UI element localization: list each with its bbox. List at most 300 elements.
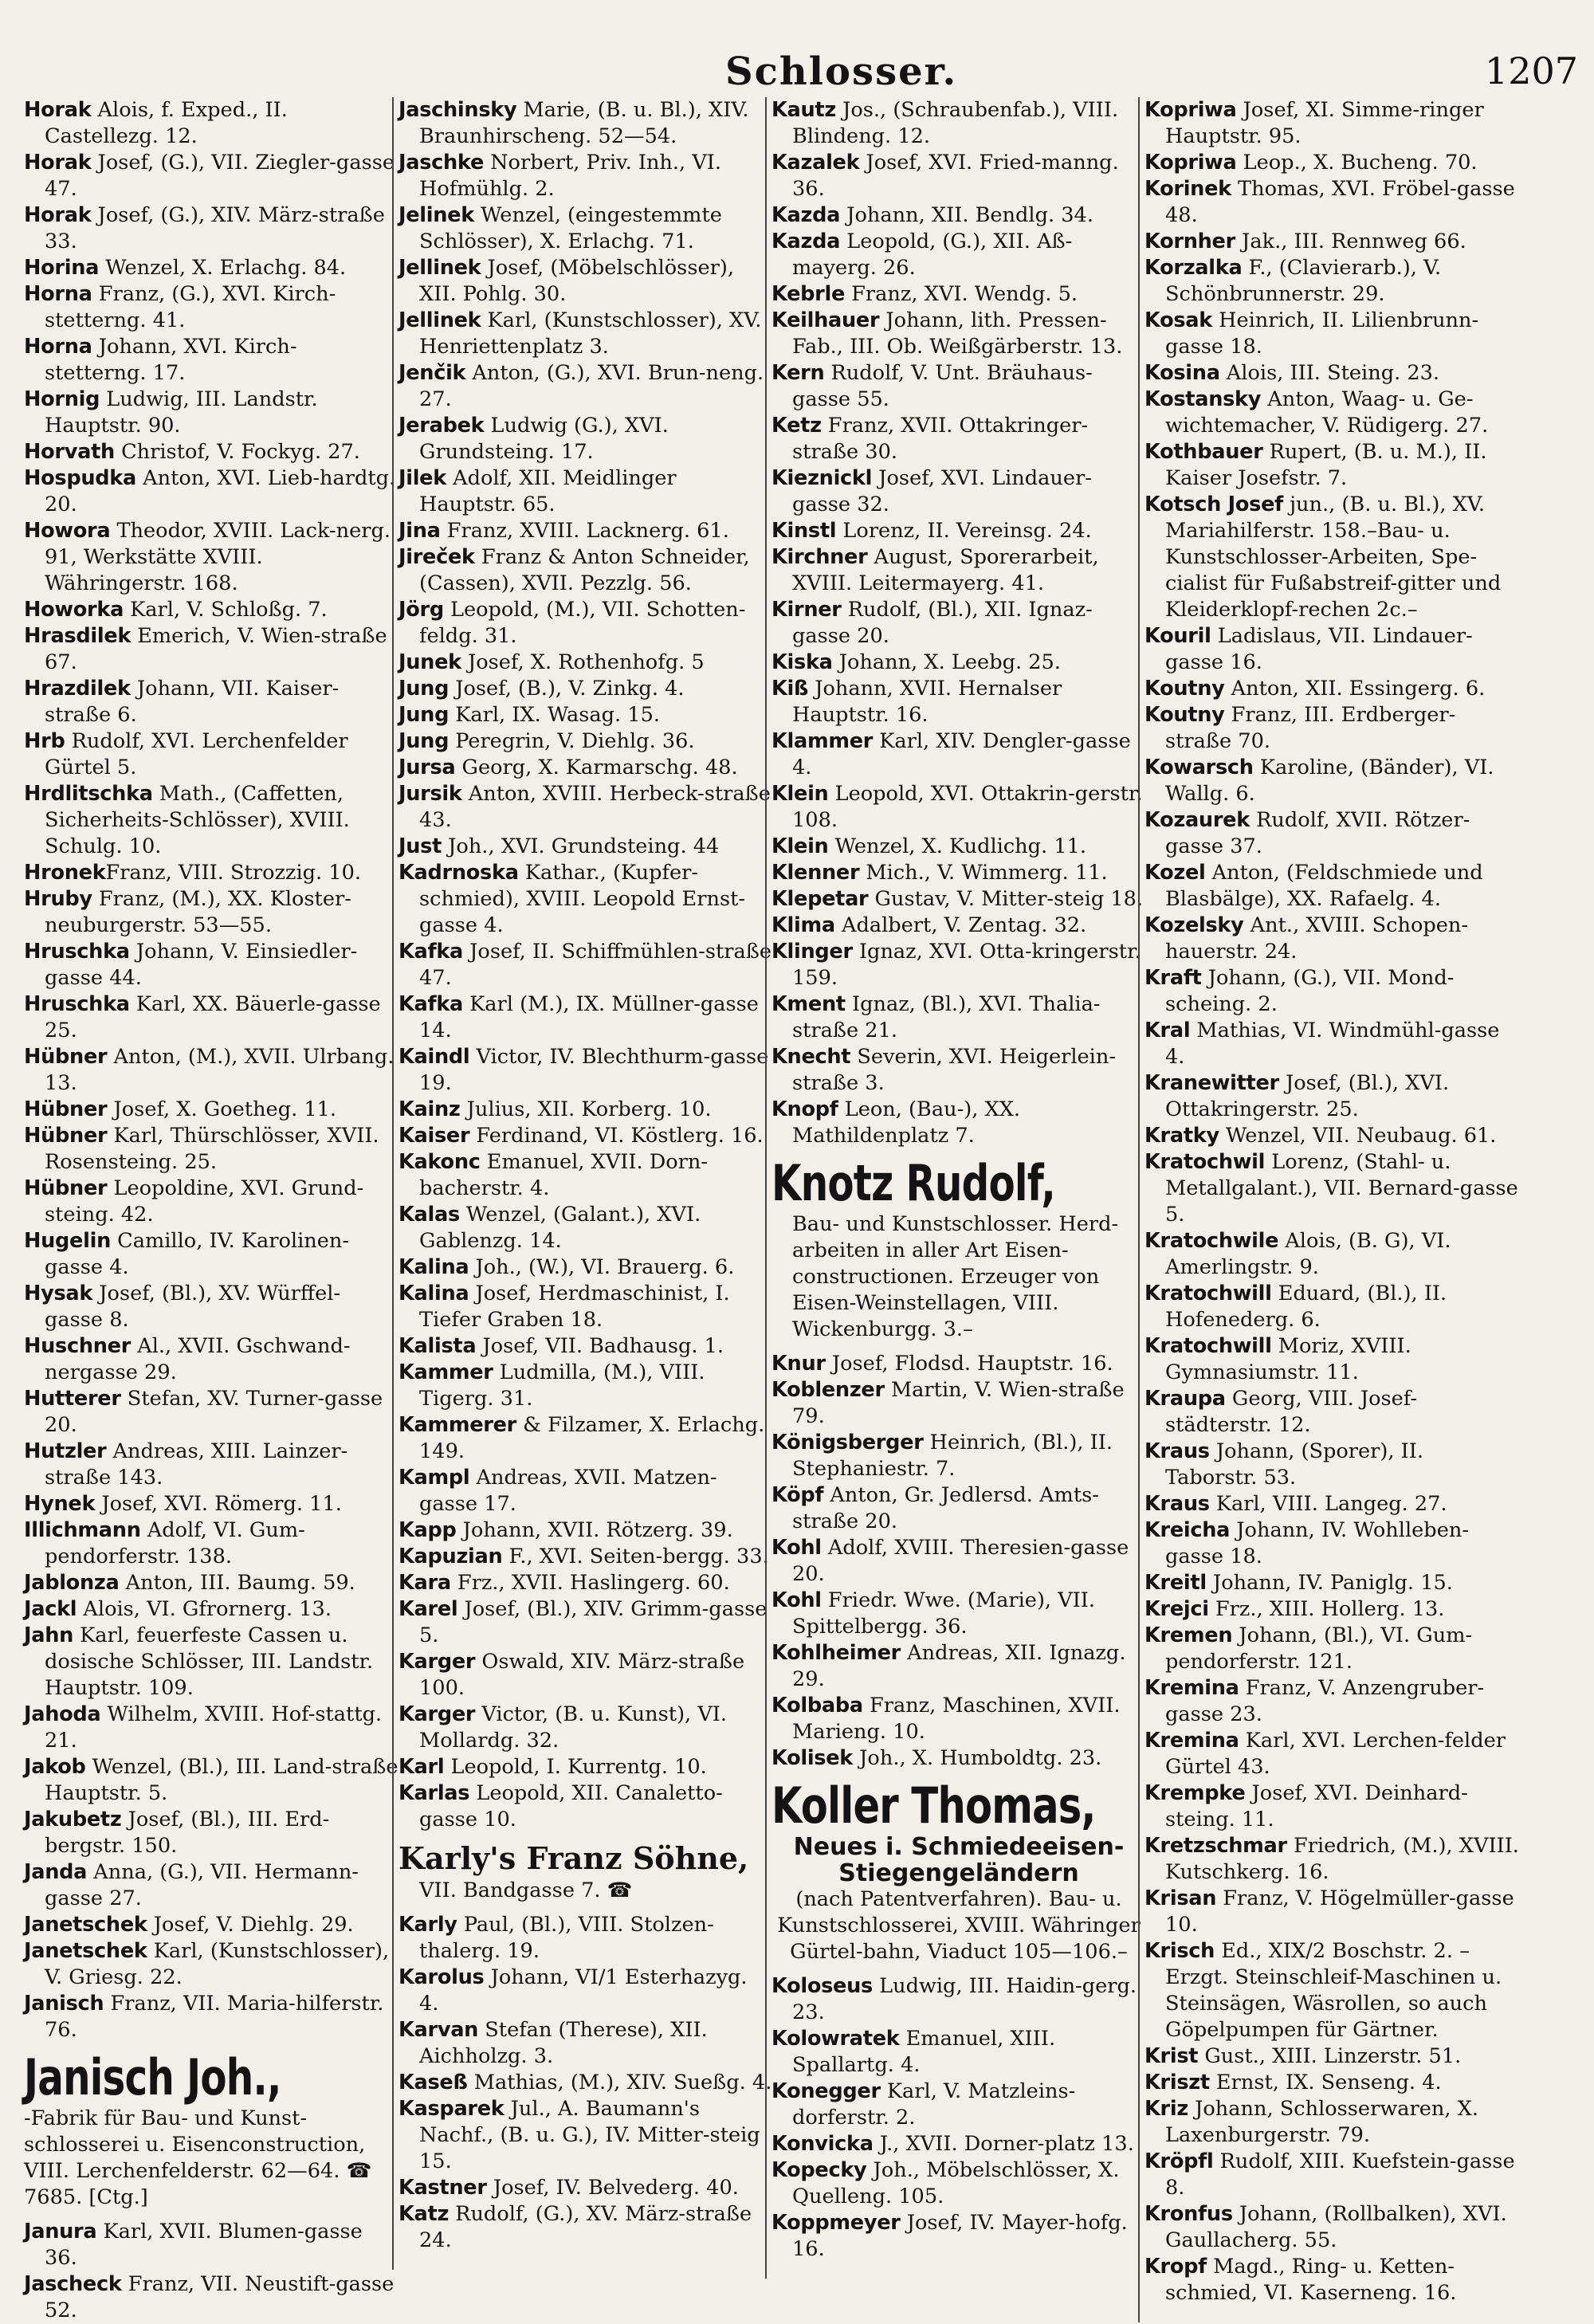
entry-details: Mich., V. Wimmerg. 11. bbox=[859, 861, 1108, 885]
directory-entry bbox=[1144, 1386, 1519, 1439]
directory-entry bbox=[1144, 2070, 1519, 2096]
entry-surname: Karly bbox=[398, 1913, 457, 1937]
directory-entry bbox=[1144, 860, 1519, 913]
directory-entry bbox=[771, 281, 1146, 308]
entry-surname: Hübner bbox=[24, 1097, 108, 1121]
directory-entry bbox=[398, 544, 773, 597]
advertisement-koller bbox=[771, 1778, 1146, 1965]
entry-surname: Kranewitter bbox=[1144, 1071, 1279, 1095]
entry-surname: Kröpfl bbox=[1144, 2149, 1214, 2173]
entry-surname: Karel bbox=[398, 1597, 458, 1621]
entry-surname: Klenner bbox=[771, 861, 860, 885]
entry-details: Jul., A. Baumann's Nachf., (B. u. G.), IV. Mitter-steig 15. bbox=[419, 2097, 760, 2173]
directory-entry bbox=[398, 2096, 773, 2175]
directory-entry bbox=[398, 202, 773, 255]
entry-surname: Hübner bbox=[24, 1045, 108, 1069]
entry-details: Josef, (Bl.), III. Erd-bergstr. 150. bbox=[45, 1808, 330, 1858]
entry-details: Friedrich, (M.), XVIII. Kutschkerg. 16. bbox=[1165, 1834, 1519, 1884]
entry-list bbox=[398, 1912, 773, 2254]
directory-entry bbox=[398, 1570, 773, 1596]
entry-surname: Huschner bbox=[24, 1334, 132, 1358]
directory-entry bbox=[1144, 2201, 1519, 2254]
entry-surname: Kohl bbox=[771, 1588, 822, 1612]
entry-surname: Kraupa bbox=[1144, 1387, 1226, 1411]
entry-details: Wenzel, VII. Neubaug. 61. bbox=[1219, 1124, 1497, 1148]
entry-details: Paul, (Bl.), VIII. Stolzen-thalerg. 19. bbox=[419, 1913, 714, 1963]
directory-entry bbox=[398, 702, 773, 728]
entry-details: Anton, (M.), XVII. Ulrbang. 13. bbox=[45, 1045, 395, 1095]
entry-list bbox=[398, 97, 773, 1833]
directory-entry bbox=[24, 97, 398, 150]
directory-entry bbox=[1144, 1596, 1519, 1623]
directory-entry bbox=[771, 597, 1146, 650]
directory-entry bbox=[24, 518, 398, 597]
entry-details: Josef, Flodsd. Hauptstr. 16. bbox=[825, 1352, 1113, 1376]
entry-details: jun., (B. u. Bl.), XV. Mariahilferstr. 158.–Bau- u. Kunstschlosser-Arbeiten, Spe-cialist für Fußabstreif-gitter und Kleiderklopf-rechen 2c.– bbox=[1165, 493, 1502, 622]
directory-entry bbox=[771, 150, 1146, 202]
entry-surname: Hruby bbox=[24, 887, 92, 911]
entry-details: Franz, VIII. Strozzig. 10. bbox=[105, 861, 361, 885]
entry-details: Georg, VIII. Josef-städterstr. 12. bbox=[1165, 1387, 1418, 1437]
directory-entry bbox=[771, 991, 1146, 1044]
entry-details: Karl, V. Schloßg. 7. bbox=[124, 598, 328, 622]
entry-surname: Jackl bbox=[24, 1597, 77, 1621]
directory-entry bbox=[398, 1965, 773, 2017]
entry-surname: Jakob bbox=[24, 1755, 86, 1779]
directory-entry bbox=[24, 439, 398, 465]
directory-entry bbox=[398, 781, 773, 834]
entry-surname: Kammer bbox=[398, 1360, 493, 1384]
directory-entry bbox=[771, 1377, 1146, 1430]
directory-entry bbox=[771, 886, 1146, 913]
entry-details: Wenzel, X. Erlachg. 84. bbox=[99, 256, 347, 280]
directory-entry bbox=[24, 1991, 398, 2043]
entry-surname: Kopriwa bbox=[1144, 98, 1237, 122]
entry-details: Andreas, XII. Ignazg. 29. bbox=[792, 1641, 1126, 1691]
column-2 bbox=[398, 97, 773, 2254]
directory-entry bbox=[398, 860, 773, 939]
entry-details: Josef, (B.), V. Zinkg. 4. bbox=[449, 677, 685, 701]
entry-details: Karl, (Kunstschlosser), V. Griesg. 22. bbox=[45, 1939, 390, 1989]
entry-details: Moriz, XVIII. Gymnasiumstr. 11. bbox=[1165, 1334, 1411, 1384]
directory-entry bbox=[771, 2157, 1146, 2210]
entry-details: Wenzel, (eingestemmte Schlösser), X. Erlachg. 71. bbox=[419, 203, 722, 253]
entry-surname: Janetschek bbox=[24, 1939, 147, 1963]
directory-entry bbox=[24, 281, 398, 334]
entry-details: Heinrich, (Bl.), II. Stephaniestr. 7. bbox=[792, 1431, 1113, 1481]
entry-surname: Kopriwa bbox=[1144, 151, 1237, 175]
entry-details: Adalbert, V. Zentag. 32. bbox=[834, 913, 1087, 937]
entry-surname: Jenčik bbox=[398, 361, 466, 385]
entry-surname: Kebrle bbox=[771, 282, 846, 306]
directory-entry bbox=[398, 465, 773, 518]
entry-surname: Jahoda bbox=[24, 1702, 101, 1726]
entry-details: Ludwig (G.), XVI. Grundsteing. 17. bbox=[419, 414, 669, 464]
entry-details: Leopold, I. Kurrentg. 10. bbox=[444, 1755, 707, 1779]
entry-surname: Klein bbox=[771, 782, 829, 806]
entry-surname: Kothbauer bbox=[1144, 440, 1263, 464]
entry-details: Oswald, XIV. März-straße 100. bbox=[419, 1650, 745, 1700]
entry-details: Leopoldine, XVI. Grund-steing. 42. bbox=[45, 1176, 364, 1227]
entry-surname: Kremina bbox=[1144, 1729, 1239, 1753]
entry-surname: Kinstl bbox=[771, 519, 837, 543]
directory-entry bbox=[1144, 1123, 1519, 1149]
entry-details: Franz, XVII. Ottakringer-straße 30. bbox=[792, 414, 1089, 464]
entry-details: Johann, XII. Bendlg. 34. bbox=[840, 203, 1093, 227]
ad-name: Knotz Rudolf, bbox=[771, 1154, 1055, 1212]
entry-surname: Kasparek bbox=[398, 2097, 505, 2121]
directory-entry bbox=[1144, 1623, 1519, 1675]
entry-surname: Korinek bbox=[1144, 177, 1231, 201]
entry-surname: Jörg bbox=[398, 598, 444, 622]
entry-details: Andreas, XVII. Matzen-gasse 17. bbox=[419, 1466, 717, 1516]
entry-details: Karl, XX. Bäuerle-gasse 25. bbox=[45, 992, 381, 1042]
entry-surname: Kratochwil bbox=[1144, 1150, 1266, 1174]
entry-surname: Kaseß bbox=[398, 2071, 468, 2094]
entry-details: Josef, XI. Simme-ringer Hauptstr. 95. bbox=[1165, 98, 1484, 148]
entry-surname: Korzalka bbox=[1144, 256, 1243, 280]
entry-surname: Kastner bbox=[398, 2176, 487, 2200]
directory-entry bbox=[1144, 913, 1519, 965]
entry-details: Karl, XIV. Dengler-gasse 4. bbox=[792, 729, 1131, 779]
entry-surname: Kammerer bbox=[398, 1413, 517, 1437]
directory-entry bbox=[771, 1351, 1146, 1377]
entry-details: Anton, (G.), XVI. Brun-neng. 27. bbox=[419, 361, 764, 411]
entry-details: Johann, (Bl.), VI. Gum-pendorferstr. 121. bbox=[1165, 1623, 1473, 1674]
entry-surname: Hysak bbox=[24, 1282, 93, 1305]
entry-details: Eduard, (Bl.), II. Hofenederg. 6. bbox=[1165, 1282, 1447, 1332]
directory-entry bbox=[1144, 1149, 1519, 1228]
entry-details: Johann, lith. Pressen-Fab., III. Ob. Weißgärberstr. 13. bbox=[792, 308, 1123, 359]
entry-details: August, Sporerarbeit, XVIII. Leitermayerg. 41. bbox=[792, 545, 1099, 595]
entry-surname: Kazalek bbox=[771, 151, 860, 175]
entry-details: Johann, (Rollbalken), XVI. Gaullacherg. 55. bbox=[1165, 2202, 1507, 2252]
entry-surname: Kohl bbox=[771, 1536, 822, 1560]
directory-entry bbox=[398, 150, 773, 202]
entry-surname: Jilek bbox=[398, 466, 446, 490]
entry-details: Adolf, VI. Gum-pendorferstr. 138. bbox=[45, 1518, 305, 1568]
entry-surname: Koblenzer bbox=[771, 1378, 885, 1402]
entry-details: Stefan (Therese), XII. Aichholzg. 3. bbox=[419, 2018, 708, 2068]
entry-surname: Krist bbox=[1144, 2044, 1199, 2068]
ad-subtitle: Neues i. Schmiedeeisen-Stiegengeländern bbox=[793, 1833, 1125, 1887]
entry-details: Mathias, (M.), XIV. Sueßg. 4. bbox=[467, 2071, 772, 2094]
directory-entry bbox=[24, 1439, 398, 1491]
entry-surname: Kara bbox=[398, 1571, 451, 1595]
directory-entry bbox=[1144, 2096, 1519, 2149]
entry-details: Alois, (B. G), VI. Amerlingstr. 9. bbox=[1165, 1229, 1451, 1279]
entry-surname: Kosak bbox=[1144, 308, 1212, 332]
entry-surname: Konvicka bbox=[771, 2132, 874, 2156]
directory-entry bbox=[1144, 623, 1519, 676]
entry-details: Karl, feuerfeste Cassen u. dosische Schlösser, III. Landstr. Hauptstr. 109. bbox=[45, 1623, 374, 1700]
entry-details: Rudolf, V. Unt. Bräuhaus-gasse 55. bbox=[792, 361, 1093, 411]
entry-details: Franz, (M.), XX. Kloster-neuburgerstr. 53—55. bbox=[45, 887, 351, 937]
entry-surname: Kazda bbox=[771, 203, 841, 227]
entry-details: Ludmilla, (M.), VIII. Tigerg. 31. bbox=[419, 1360, 705, 1411]
ad-text: (nach Patentverfahren). Bau- u. Kunstschlosserei, XVIII. Währinger Gürtel-bahn, Viaduct 105—106.– bbox=[777, 1887, 1141, 1964]
entry-surname: Hrasdilek bbox=[24, 624, 132, 648]
entry-details: Lorenz, II. Vereinsg. 24. bbox=[836, 519, 1092, 543]
directory-entry bbox=[771, 781, 1146, 834]
directory-entry bbox=[771, 1430, 1146, 1482]
entry-surname: Kaindl bbox=[398, 1045, 470, 1069]
entry-details: Josef, (Bl.), XIV. Grimm-gasse 5. bbox=[419, 1597, 768, 1647]
directory-entry bbox=[1144, 308, 1519, 360]
directory-entry bbox=[24, 465, 398, 518]
entry-details: Victor, IV. Blechthurm-gasse 19. bbox=[419, 1045, 769, 1095]
directory-entry bbox=[398, 939, 773, 991]
directory-entry bbox=[398, 1702, 773, 1754]
entry-surname: Kratochwile bbox=[1144, 1229, 1279, 1253]
directory-entry bbox=[1144, 1491, 1519, 1517]
entry-surname: Karger bbox=[398, 1650, 476, 1674]
directory-entry bbox=[1144, 1886, 1519, 1938]
entry-surname: Jelinek bbox=[398, 203, 474, 227]
entry-details: Josef, IV. Belvederg. 40. bbox=[486, 2176, 739, 2200]
directory-entry bbox=[398, 1281, 773, 1333]
column-1 bbox=[24, 97, 398, 2324]
directory-entry bbox=[771, 939, 1146, 991]
entry-details: Franz, VII. Maria-hilferstr. 76. bbox=[45, 1992, 384, 2042]
entry-surname: Jung bbox=[398, 703, 450, 727]
entry-details: Karoline, (Bänder), VI. Wallg. 6. bbox=[1165, 756, 1494, 806]
entry-surname: Hrdlitschka bbox=[24, 782, 153, 806]
directory-entry bbox=[24, 1281, 398, 1333]
entry-surname: Horna bbox=[24, 335, 92, 359]
directory-entry bbox=[1144, 1281, 1519, 1333]
advertisement-knotz bbox=[771, 1156, 1146, 1343]
entry-details: Julius, XII. Korberg. 10. bbox=[460, 1097, 712, 1121]
directory-entry bbox=[771, 1044, 1146, 1097]
directory-entry bbox=[398, 308, 773, 360]
directory-entry bbox=[771, 413, 1146, 465]
entry-details: Ferdinand, VI. Köstlerg. 16. bbox=[469, 1124, 764, 1148]
directory-entry bbox=[1144, 1070, 1519, 1123]
entry-surname: Karger bbox=[398, 1702, 476, 1726]
entry-surname: Just bbox=[398, 834, 442, 858]
directory-entry bbox=[771, 650, 1146, 676]
entry-surname: Howora bbox=[24, 519, 111, 543]
directory-entry bbox=[1144, 702, 1519, 755]
directory-entry bbox=[1144, 439, 1519, 492]
entry-details: Johann, XVII. Rötzerg. 39. bbox=[456, 1518, 733, 1542]
entry-details: Ernst, IX. Senseng. 4. bbox=[1209, 2071, 1442, 2094]
entry-details: Karl, XVII. Blumen-gasse 36. bbox=[45, 2220, 363, 2270]
entry-surname: Kozaurek bbox=[1144, 808, 1250, 832]
entry-surname: Knopf bbox=[771, 1097, 838, 1121]
entry-surname: Koppmeyer bbox=[771, 2211, 901, 2235]
directory-entry bbox=[24, 1807, 398, 1859]
entry-details: Franz & Anton Schneider, (Cassen), XVII. Pezzlg. 56. bbox=[419, 545, 750, 595]
entry-surname: Köpf bbox=[771, 1483, 824, 1507]
entry-surname: Klein bbox=[771, 834, 829, 858]
entry-details: Kathar., (Kupfer-schmied), XVIII. Leopold Ernst-gasse 4. bbox=[419, 861, 746, 937]
entry-surname: Hutzler bbox=[24, 1439, 107, 1463]
entry-details: Leon, (Bau-), XX. Mathildenplatz 7. bbox=[792, 1097, 1021, 1148]
directory-entry bbox=[1144, 807, 1519, 860]
directory-entry bbox=[24, 2271, 398, 2324]
entry-list bbox=[24, 2219, 398, 2324]
entry-surname: Hutterer bbox=[24, 1387, 121, 1411]
entry-details: Karl, XVI. Lerchen-felder Gürtel 43. bbox=[1165, 1729, 1506, 1779]
entry-surname: Koloseus bbox=[771, 1974, 873, 1998]
entry-surname: Jireček bbox=[398, 545, 475, 569]
directory-entry bbox=[398, 1202, 773, 1254]
directory-entry bbox=[24, 676, 398, 728]
entry-details: Martin, V. Wien-straße 79. bbox=[792, 1378, 1125, 1428]
entry-surname: Hruschka bbox=[24, 992, 130, 1016]
directory-entry bbox=[1144, 176, 1519, 229]
directory-entry bbox=[771, 1535, 1146, 1588]
directory-entry bbox=[24, 1912, 398, 1938]
entry-surname: Jung bbox=[398, 677, 450, 701]
entry-details: Alois, f. Exped., II. Castellezg. 12. bbox=[45, 98, 288, 148]
entry-details: Emanuel, XVII. Dorn-bacherstr. 4. bbox=[419, 1150, 709, 1200]
entry-surname: Hübner bbox=[24, 1176, 108, 1200]
directory-entry bbox=[24, 1333, 398, 1386]
entry-details: Josef, (G.), XIV. März-straße 33. bbox=[45, 203, 385, 253]
entry-surname: Kazda bbox=[771, 230, 841, 253]
directory-entry bbox=[1144, 1517, 1519, 1570]
entry-surname: Kral bbox=[1144, 1019, 1191, 1042]
entry-details: Adolf, XII. Meidlinger Hauptstr. 65. bbox=[419, 466, 677, 516]
directory-entry bbox=[398, 1649, 773, 1702]
entry-surname: Klepetar bbox=[771, 887, 869, 911]
directory-entry bbox=[1144, 1780, 1519, 1833]
directory-entry bbox=[398, 728, 773, 755]
entry-surname: Kozel bbox=[1144, 861, 1206, 885]
directory-entry bbox=[398, 518, 773, 544]
entry-details: Joh., (W.), VI. Brauerg. 6. bbox=[469, 1255, 735, 1279]
entry-details: Math., (Caffetten, Sicherheits-Schlösser), XVIII. Schulg. 10. bbox=[45, 782, 350, 858]
directory-entry bbox=[1144, 1675, 1519, 1728]
entry-surname: Königsberger bbox=[771, 1431, 924, 1454]
entry-surname: Kremen bbox=[1144, 1623, 1233, 1647]
entry-surname: Illichmann bbox=[24, 1518, 141, 1542]
directory-entry bbox=[771, 518, 1146, 544]
entry-details: Franz, XVIII. Lacknerg. 61. bbox=[440, 519, 729, 543]
entry-details: Rudolf, XIII. Kuefstein-gasse 8. bbox=[1165, 2149, 1515, 2200]
entry-list bbox=[771, 1973, 1146, 2263]
entry-details: Josef, XVI. Fried-manng. 36. bbox=[792, 151, 1119, 201]
entry-details: Johann, V. Einsiedler-gasse 44. bbox=[45, 940, 358, 990]
entry-details: Heinrich, II. Lilienbrunn-gasse 18. bbox=[1165, 308, 1479, 359]
directory-entry bbox=[24, 1123, 398, 1176]
entry-details: Franz, XVI. Wendg. 5. bbox=[845, 282, 1078, 306]
entry-details: Jak., III. Rennweg 66. bbox=[1235, 230, 1466, 253]
entry-details: Theodor, XVIII. Lack-nerg. 91, Werkstätte XVIII. Währingerstr. 168. bbox=[45, 519, 391, 595]
directory-entry bbox=[771, 913, 1146, 939]
entry-details: Franz, (G.), XVI. Kirch-stetterng. 41. bbox=[45, 282, 336, 332]
entry-surname: Kohlheimer bbox=[771, 1641, 901, 1665]
directory-entry bbox=[24, 1859, 398, 1912]
directory-entry bbox=[398, 1360, 773, 1412]
entry-surname: Kretzschmar bbox=[1144, 1834, 1287, 1858]
ad-text: VII. Bandgasse 7. ☎ bbox=[419, 1878, 633, 1902]
entry-surname: Koutny bbox=[1144, 703, 1225, 727]
entry-surname: Keilhauer bbox=[771, 308, 880, 332]
entry-details: Frz., XIII. Hollerg. 13. bbox=[1208, 1597, 1445, 1621]
entry-surname: Howorka bbox=[24, 598, 124, 622]
entry-details: Emerich, V. Wien-straße 67. bbox=[45, 624, 387, 674]
entry-surname: Kadrnoska bbox=[398, 861, 519, 885]
entry-surname: Hospudka bbox=[24, 466, 136, 490]
entry-surname: Jina bbox=[398, 519, 441, 543]
entry-details: Joh., Möbelschlösser, X. Quelleng. 105. bbox=[792, 2158, 1120, 2208]
entry-surname: Janisch bbox=[24, 1992, 104, 2016]
entry-details: Josef, XVI. Römerg. 11. bbox=[95, 1492, 342, 1516]
entry-details: Johann, XVI. Kirch-stetterng. 17. bbox=[45, 335, 297, 385]
entry-details: Franz, Maschinen, XVII. Marieng. 10. bbox=[792, 1694, 1121, 1744]
advertisement-janisch bbox=[24, 2050, 398, 2211]
directory-entry bbox=[1144, 1728, 1519, 1780]
entry-details: Karl, V. Matzleins-dorferstr. 2. bbox=[792, 2079, 1076, 2130]
entry-details: Franz, III. Erdberger-straße 70. bbox=[1165, 703, 1456, 753]
entry-surname: Kiß bbox=[771, 677, 809, 701]
entry-details: Johann, (Sporer), II. Taborstr. 53. bbox=[1165, 1439, 1424, 1490]
directory-entry bbox=[771, 1588, 1146, 1640]
entry-surname: Kronfus bbox=[1144, 2202, 1233, 2226]
entry-details: Josef, VII. Badhausg. 1. bbox=[476, 1334, 724, 1358]
entry-surname: Hrazdilek bbox=[24, 677, 131, 701]
entry-details: Georg, X. Karmarschg. 48. bbox=[455, 756, 738, 779]
entry-details: Josef, IV. Mayer-hofg. 16. bbox=[792, 2211, 1128, 2261]
entry-surname: Kafka bbox=[398, 992, 464, 1016]
entry-details: Karl, VIII. Langeg. 27. bbox=[1209, 1492, 1447, 1516]
directory-entry bbox=[771, 1640, 1146, 1693]
directory-entry bbox=[1144, 2149, 1519, 2201]
entry-surname: Janda bbox=[24, 1860, 88, 1884]
entry-surname: Jakubetz bbox=[24, 1808, 122, 1831]
entry-surname: Kratky bbox=[1144, 1124, 1219, 1148]
entry-details: & Filzamer, X. Erlachg. 149. bbox=[419, 1413, 765, 1463]
directory-entry bbox=[398, 97, 773, 150]
directory-entry bbox=[1144, 255, 1519, 308]
entry-details: Anton, III. Baumg. 59. bbox=[119, 1571, 355, 1595]
entry-surname: Hornig bbox=[24, 387, 100, 411]
entry-surname: Kopecky bbox=[771, 2158, 867, 2182]
directory-entry bbox=[1144, 2254, 1519, 2306]
entry-details: Johann, (G.), VII. Mond-scheing. 2. bbox=[1165, 966, 1455, 1016]
directory-entry bbox=[24, 860, 398, 886]
entry-surname: Kropf bbox=[1144, 2255, 1207, 2279]
directory-entry bbox=[398, 834, 773, 860]
entry-surname: Jerabek bbox=[398, 414, 485, 438]
entry-details: Severin, XVI. Heigerlein-straße 3. bbox=[792, 1045, 1116, 1095]
entry-surname: Karl bbox=[398, 1755, 445, 1779]
entry-list bbox=[24, 97, 398, 2043]
entry-details: Josef, X. Rothenhofg. 5 bbox=[461, 650, 705, 674]
directory-entry bbox=[398, 650, 773, 676]
entry-surname: Hugelin bbox=[24, 1229, 111, 1253]
entry-details: Wenzel, (Bl.), III. Land-straße Hauptstr. 5. bbox=[45, 1755, 398, 1805]
entry-details: Josef, (G.), VII. Ziegler-gasse 47. bbox=[45, 151, 395, 201]
entry-surname: Kaiser bbox=[398, 1124, 470, 1148]
entry-surname: Jursa bbox=[398, 756, 456, 779]
entry-surname: Junek bbox=[398, 650, 461, 674]
entry-surname: Kreitl bbox=[1144, 1571, 1207, 1595]
directory-entry bbox=[398, 991, 773, 1044]
entry-surname: Kment bbox=[771, 992, 846, 1016]
entry-surname: Kieznickl bbox=[771, 466, 873, 490]
entry-details: Alois, III. Steing. 23. bbox=[1219, 361, 1440, 385]
directory-entry bbox=[1144, 1938, 1519, 2043]
directory-entry bbox=[24, 1176, 398, 1228]
entry-surname: Koutny bbox=[1144, 677, 1225, 701]
entry-details: Anna, (G.), VII. Hermann-gasse 27. bbox=[45, 1860, 359, 1910]
entry-surname: Krisan bbox=[1144, 1886, 1217, 1910]
